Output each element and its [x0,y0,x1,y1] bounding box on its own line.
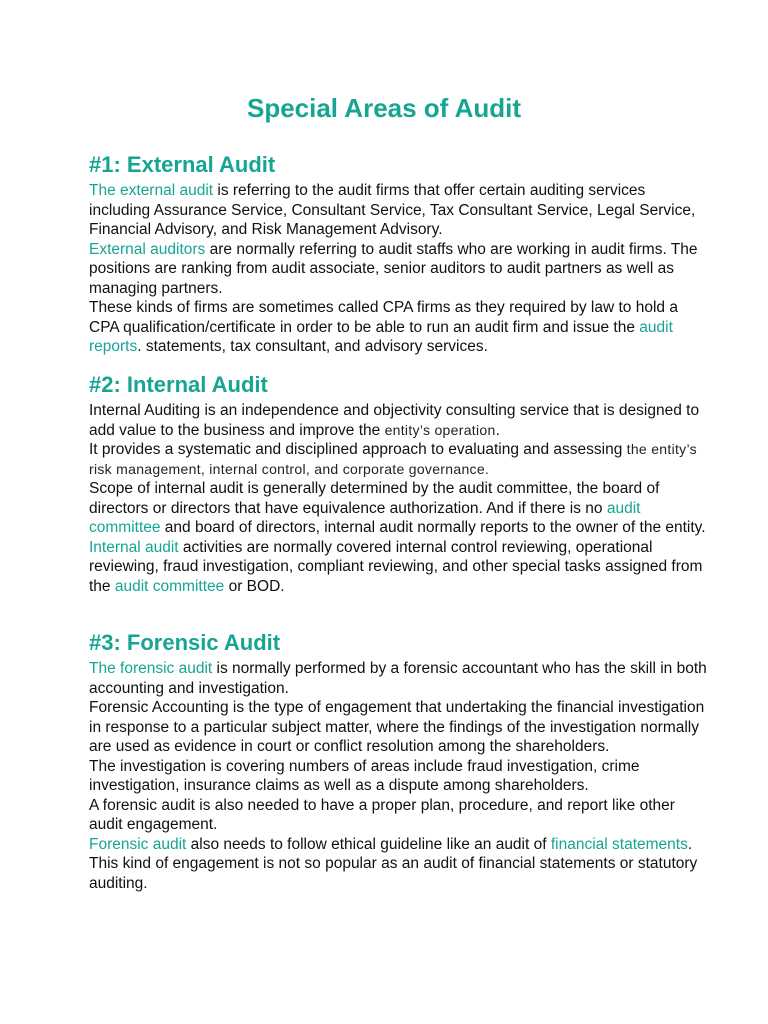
section-internal-audit [89,371,709,596]
paragraph [89,698,709,757]
inline-text: It provides a systematic and disciplined approach to evaluating and assessing [89,441,627,458]
inline-text: are normally referring to audit staffs who are working in audit firms. The positions are ranking from audit associate, senior auditors to audit partners as well as managing partners. [89,240,698,297]
paragraph [89,659,709,698]
section-body [89,659,709,893]
section-forensic-audit [89,629,709,893]
paragraph [89,298,709,357]
inline-link[interactable]: audit reports [89,318,673,355]
inline-text: is normally performed by a forensic accountant who has the skill in both accounting and investigation. [89,660,707,697]
inline-link[interactable]: Internal audit [89,538,179,556]
paragraph [89,181,709,240]
paragraph [89,240,709,299]
paragraph [89,796,709,835]
inline-text: or BOD. [224,577,285,595]
section-external-audit [89,151,709,357]
inline-link[interactable]: The forensic audit [89,660,213,677]
inline-text: and board of directors, internal audit normally reports to the owner of the entity. [160,519,706,536]
inline-link[interactable]: External auditors [89,240,206,258]
inline-text: the entity’s risk management, internal control, and corporate governance. [89,441,697,477]
paragraph [89,479,709,538]
inline-text: entity’s operation [384,421,496,438]
inline-text: . This kind of engagement is not so popular as an audit of financial statements or statutory auditing. [89,835,698,892]
paragraph [89,538,709,597]
inline-text: . [495,421,500,439]
section-body [89,401,709,596]
inline-text: Internal Auditing is an independence and objectivity consulting service that is designed to add value to the business and improve the [89,402,700,439]
section-body [89,181,709,357]
inline-text: Forensic Accounting is the type of engagement that undertaking the financial investigation in response to a particular subject matter, where the findings of the investigation normally are used as evidence in court or conflict resolution among the shareholders. [89,699,705,755]
paragraph [89,440,709,479]
inline-text: is referring to the audit firms that offer certain auditing services including Assurance Service, Consultant Service, Tax Consultant Service, Legal Service, Financial Advisory, and Risk Management Advisory. [89,182,696,238]
inline-link[interactable]: audit committee [89,499,641,536]
inline-text: also needs to follow ethical guideline like an audit of [186,835,551,853]
inline-link[interactable]: financial statements [550,835,688,853]
paragraph [89,757,709,796]
inline-link[interactable]: The external audit [89,182,214,199]
inline-text: These kinds of firms are sometimes called CPA firms as they required by law to hold a CPA qualification/certificate in order to be able to run an audit firm and issue the [89,299,678,336]
paragraph [89,835,709,894]
inline-text: A forensic audit is also needed to have a proper plan, procedure, and report like other audit engagement. [89,796,675,833]
section-heading: #2: Internal Audit [89,372,268,397]
section-heading: #1: External Audit [89,152,276,177]
inline-text: . statements, tax consultant, and advisory services. [137,338,488,355]
inline-text: activities are normally covered internal control reviewing, operational reviewing, fraud investigation, compliant reviewing, and other special tasks assigned from the [89,538,703,595]
inline-text: The investigation is covering numbers of areas include fraud investigation, crime investigation, insurance claims as well as a dispute among shareholders. [89,757,640,794]
inline-text: Scope of internal audit is generally determined by the audit committee, the board of directors or directors that have equivalence authorization. And if there is no [89,480,660,517]
paragraph [89,401,709,440]
page-title: Special Areas of Audit [246,93,522,123]
inline-link[interactable]: audit committee [114,577,225,595]
inline-link[interactable]: Forensic audit [89,835,187,853]
section-heading: #3: Forensic Audit [89,630,281,655]
